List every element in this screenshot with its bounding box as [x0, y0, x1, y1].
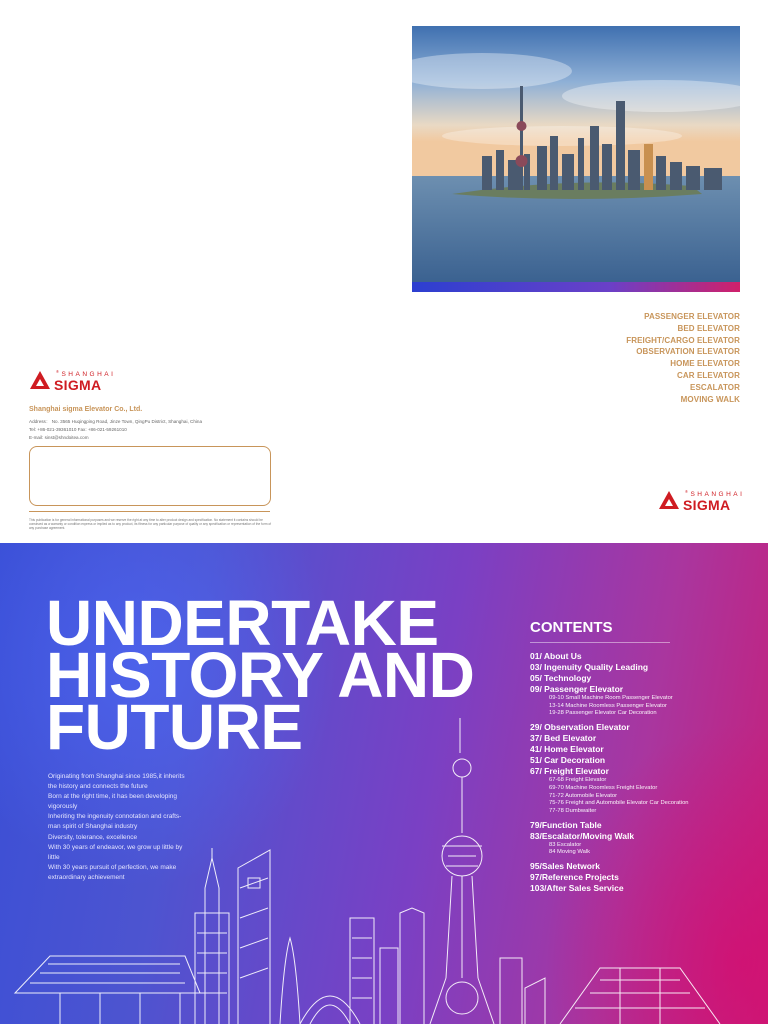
product-item: OBSERVATION ELEVATOR — [636, 347, 740, 357]
sigma-logo — [29, 368, 115, 392]
toc-entry: 103/After Sales Service — [530, 883, 624, 894]
toc-entry: 29/ Observation Elevator — [530, 722, 630, 733]
toc-subentry: 71-72 Automobile Elevator — [549, 792, 617, 799]
registered-mark: ® — [685, 489, 691, 494]
sigma-triangle-icon — [29, 370, 51, 390]
intro-line: With 30 years of endeavor, we grow up little by — [48, 843, 183, 851]
intro-line: extraordinary achievement — [48, 873, 125, 881]
toc-entry: 83/Escalator/Moving Walk — [530, 830, 635, 841]
toc-subentry: 83 Escalator — [549, 841, 582, 848]
toc-subentry: 67-68 Freight Elevator — [549, 777, 607, 784]
logo-shanghai: ®SHANGHAI — [56, 369, 116, 379]
intro-line: Originating from Shanghai since 1985,it inherits — [48, 773, 185, 780]
intro-line: vigorously — [48, 803, 78, 811]
contents-panel — [530, 619, 689, 894]
company-tel-fax: Tel: +86-021-39361010 Fax: +86-021-59261010 — [29, 427, 127, 432]
divider — [29, 511, 270, 512]
toc-subentry: 69-70 Machine Roomless Freight Elevator — [549, 784, 658, 791]
product-item: HOME ELEVATOR — [670, 359, 740, 369]
product-item: CAR ELEVATOR — [677, 370, 740, 380]
toc-subentry: 09-10 Small Machine Room Passenger Elevator — [549, 695, 673, 701]
company-info — [29, 406, 274, 442]
cover-title-line: UNDERTAKE — [46, 587, 439, 659]
intro-line: the history and connects the future — [48, 783, 148, 791]
intro-line: little — [48, 853, 60, 861]
toc-entry: 05/ Technology — [530, 673, 592, 683]
front-cover — [0, 543, 768, 1024]
disclaimer: This publication is for general informational purposes and we reserve the right at any time to alter product design and specification. No statement it contains should be construed as a warranty or condition express or implied as to any product, its fitness for any particular purpose of quality or any specification or representation of the form of any purchase agreement. — [29, 518, 272, 530]
toc-subentry: 19-28 Passenger Elevator Car Decoration — [549, 710, 657, 717]
company-email: E-mail: sinst@shndoitea.com — [29, 435, 89, 440]
toc-entry: 03/ Ingenuity Quality Leading — [530, 662, 649, 672]
toc-entry: 95/Sales Network — [530, 861, 600, 872]
registered-mark: ® — [56, 369, 62, 374]
toc-entry: 01/ About Us — [530, 651, 582, 661]
company-address: Address： No. 3565 Huqingping Road, Jinze Town, QingPu District, Shanghai, China — [29, 419, 203, 424]
toc-subentry: 75-76 Freight and Automobile Elevator Car Decoration — [549, 800, 689, 807]
toc-subentry: 84 Moving Walk — [549, 849, 591, 856]
intro-line: man spirit of Shanghai industry — [48, 823, 138, 831]
address-box — [29, 446, 271, 506]
product-item: FREIGHT/CARGO ELEVATOR — [626, 335, 740, 345]
toc-entry: 41/ Home Elevator — [530, 744, 604, 755]
product-item: MOVING WALK — [680, 394, 740, 404]
toc-entry: 09/ Passenger Elevator — [530, 684, 624, 694]
toc-entry: 79/Function Table — [530, 819, 602, 830]
toc-entry: 67/ Freight Elevator — [530, 766, 609, 777]
contents-divider — [530, 642, 670, 643]
logo-shanghai: ®SHANGHAI — [685, 489, 745, 499]
product-list — [626, 311, 740, 405]
toc-entry: 51/ Car Decoration — [530, 755, 606, 766]
logo-sigma: SIGMA — [54, 377, 102, 394]
cover-title-line: HISTORY AND — [46, 639, 475, 711]
company-name: Shanghai sigma Elevator Co., Ltd. — [29, 406, 143, 413]
product-item: ESCALATOR — [690, 382, 740, 392]
product-item: PASSENGER ELEVATOR — [644, 312, 740, 321]
shanghai-skyline-photo — [412, 26, 740, 292]
cover-title-line: FUTURE — [46, 691, 303, 763]
sigma-triangle-icon — [658, 490, 680, 510]
intro-line: Inheriting the ingenuity connotation and crafts- — [48, 813, 182, 821]
intro-line: Diversity, tolerance, excellence — [48, 833, 138, 841]
sigma-logo-right — [658, 488, 744, 512]
toc-subentry: 13-14 Machine Roomless Passenger Elevator — [549, 702, 667, 709]
logo-sigma: SIGMA — [683, 497, 731, 514]
intro-line: With 30 years pursuit of perfection, we make — [48, 863, 177, 871]
intro-line: Born at the right time, it has been developing — [48, 793, 177, 801]
product-item: BED ELEVATOR — [677, 323, 740, 333]
toc-entry: 37/ Bed Elevator — [530, 733, 597, 744]
contents-title: CONTENTS — [530, 619, 613, 636]
toc-entry: 97/Reference Projects — [530, 872, 619, 883]
toc-subentry: 77-78 Dumbwaiter — [549, 807, 597, 814]
